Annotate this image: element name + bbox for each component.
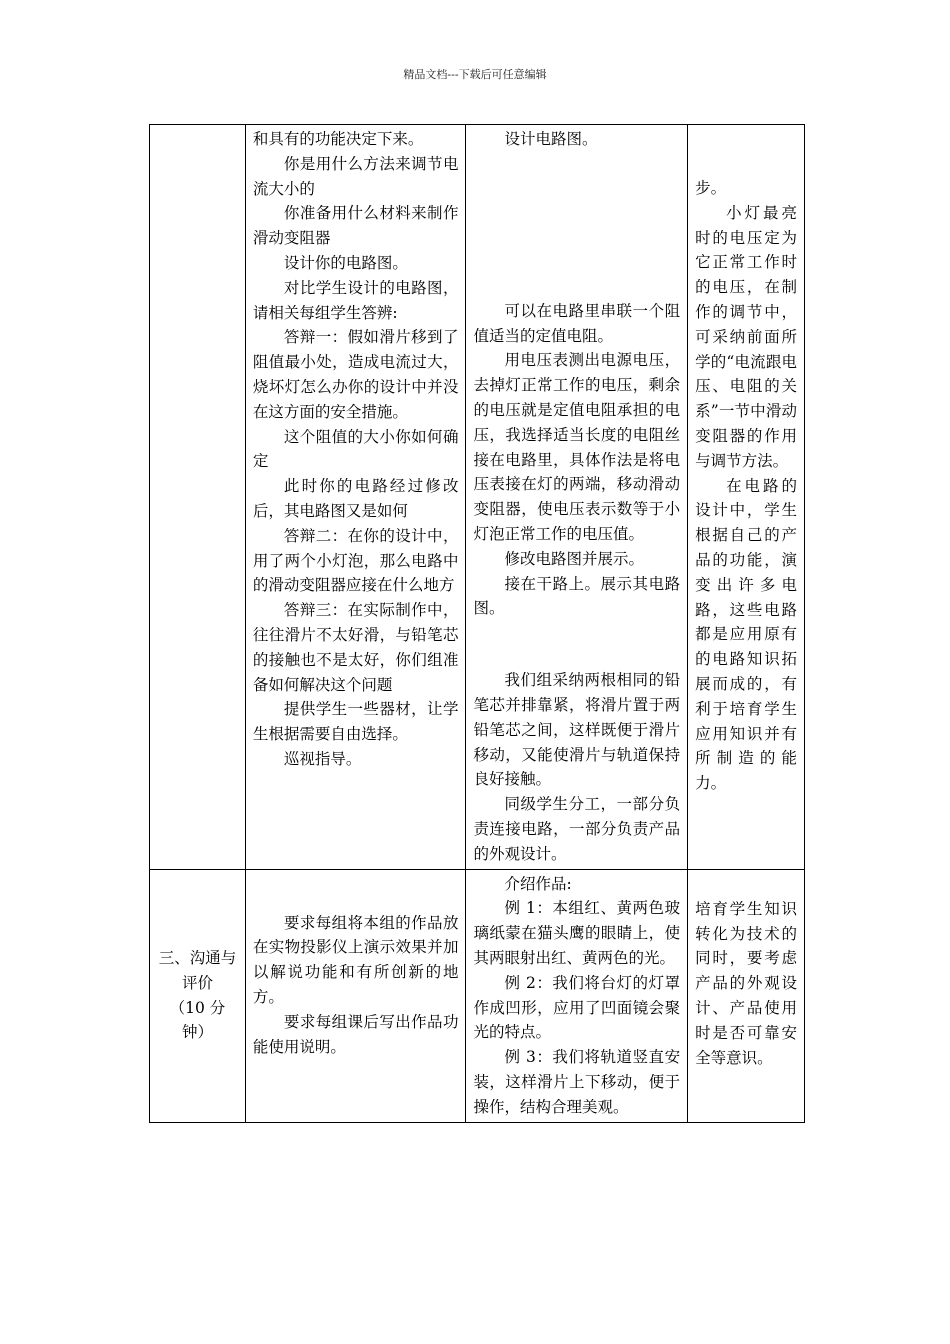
teacher-text: 提供学生一些器材，让学生根据需要自由选择。 bbox=[252, 700, 459, 744]
teacher-text: 要求每组课后写出作品功能使用说明。 bbox=[252, 1012, 459, 1056]
teacher-text: 答辩三：在实际制作中，往往滑片不太好滑，与铅笔芯的接触也不是太好，你们组准备如何解决这个问题 bbox=[252, 601, 459, 694]
teacher-text: 答辩二：在你的设计中，用了两个小灯泡，那么电路中的滑动变阻器应接在什么地方 bbox=[252, 526, 459, 595]
teacher-text: 此时你的电路经过修改后，其电路图又是如何 bbox=[252, 477, 459, 520]
page-header: 精品文档---下载后可任意编辑 bbox=[403, 68, 547, 81]
teacher-text: 巡视指导。 bbox=[283, 749, 362, 768]
teacher-activity-cell bbox=[245, 125, 466, 870]
stage-cell bbox=[150, 125, 246, 870]
teacher-text: 这个阻值的大小你如何确定 bbox=[252, 427, 459, 471]
student-text: 我们组采纳两根相同的铅笔芯并排靠紧，将滑片置于两铅笔芯之间，这样既便于滑片移动，又能使滑片与轨道保持良好接触。 bbox=[473, 671, 681, 789]
stage-duration: 钟） bbox=[181, 1023, 213, 1042]
teacher-text: 你是用什么方法来调节电流大小的 bbox=[252, 154, 459, 198]
teacher-text: 答辩一：假如滑片移到了阻值最小处，造成电流过大，烧坏灯怎么办你的设计中并没在这方面的安全措施。 bbox=[252, 328, 459, 421]
teacher-text: 要求每组将本组的作品放在实物投影仪上演示效果并加以解说功能和有所创新的地方。 bbox=[252, 913, 459, 1007]
table-row bbox=[150, 869, 805, 1122]
student-text: 例 2：我们将台灯的灯罩作成凹形，应用了凹面镜会聚光的特点。 bbox=[473, 973, 681, 1042]
intent-text: 在电路的设计中，学生根据自己的产品的功能，演变出许多电路，这些电路都是应用原有的电路知识拓展而成的，有利于培育学生应用知识并有所制造的能力。 bbox=[695, 476, 797, 793]
teacher-activity-cell bbox=[245, 869, 466, 1122]
intent-text: 步。 bbox=[695, 179, 727, 197]
student-text: 用电压表测出电源电压，去掉灯正常工作的电压，剩余的电压就是定值电阻承担的电压，我选择适当长度的电阻丝接在电路里，具体作法是将电压表接在灯的两端，移动滑动变阻器，使电压表示数等于小灯泡正常工作的电压值。 bbox=[473, 351, 681, 543]
lesson-plan-table bbox=[149, 124, 805, 1123]
design-intent-cell bbox=[688, 125, 805, 870]
student-text: 例 3：我们将轨道竖直安装，这样滑片上下移动，便于操作，结构合理美观。 bbox=[473, 1048, 681, 1116]
student-text: 同级学生分工，一部分负责连接电路，一部分负责产品的外观设计。 bbox=[473, 795, 681, 863]
intent-text: 小灯最亮时的电压定为它正常工作时的电压，在制作的调节中，可采纳前面所学的“电流跟电压、电阻的关系”一节中滑动变阻器的作用与调节方法。 bbox=[695, 203, 797, 470]
table-row bbox=[150, 125, 805, 870]
student-text: 接在干路上。展示其电路图。 bbox=[473, 574, 681, 618]
teacher-text: 和具有的功能决定下来。 bbox=[252, 130, 424, 148]
teacher-text: 对比学生设计的电路图，请相关每组学生答辨: bbox=[252, 278, 459, 322]
student-text: 可以在电路里串联一个阻值适当的定值电阻。 bbox=[473, 301, 681, 345]
student-text: 修改电路图并展示。 bbox=[504, 549, 644, 568]
student-text: 介绍作品: bbox=[504, 874, 572, 893]
student-activity-cell bbox=[466, 125, 688, 870]
stage-label: 评价 bbox=[181, 973, 213, 992]
stage-label: 三、沟通与 bbox=[158, 948, 237, 967]
teacher-text: 你准备用什么材料来制作滑动变阻器 bbox=[252, 204, 459, 248]
student-text: 设计电路图。 bbox=[504, 130, 598, 148]
student-activity-cell bbox=[466, 869, 688, 1122]
intent-text: 培育学生知识转化为技术的同时，要考虑产品的外观设计、产品使用时是否可靠安全等意识。 bbox=[695, 899, 797, 1067]
design-intent-cell bbox=[688, 869, 805, 1122]
stage-cell bbox=[150, 869, 246, 1122]
teacher-text: 设计你的电路图。 bbox=[283, 253, 408, 272]
student-text: 例 1：本组红、黄两色玻璃纸蒙在猫头鹰的眼睛上，使其两眼射出红、黄两色的光。 bbox=[473, 899, 681, 967]
stage-duration: （10 分 bbox=[169, 998, 226, 1017]
